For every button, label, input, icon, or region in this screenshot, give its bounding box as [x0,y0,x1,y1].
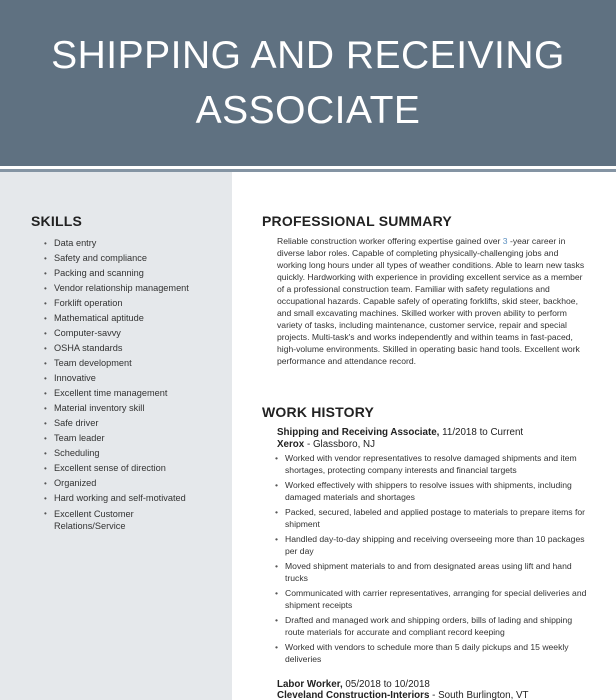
job-1-start: 11/2018 [439,427,477,438]
job-1-title: Shipping and Receiving Associate, [277,427,440,438]
summary-text-start: Reliable construction worker offering expertise gained over [277,236,503,246]
skill-item: • Material inventory skill [44,401,214,416]
title-line-2: ASSOCIATE [195,89,421,132]
job-1-header [277,427,523,438]
skill-item: • Hard working and self-motivated [44,491,214,506]
resume-title [0,28,616,138]
job-1-bullet: • Drafted and managed work and shipping orders, bills of lading and shipping route materials for accurate and compliant record keeping [273,615,589,638]
skills-heading: SKILLS [31,213,82,229]
job-1-bullet: • Moved shipment materials to and from designated areas using lift and hand trucks [273,561,589,584]
skill-item [44,508,214,532]
skills-list [44,236,214,532]
job-1-bullet: • Handled day-to-day shipping and receiving overseeing more than 10 packages per day [273,534,589,557]
skill-item: • Excellent time management [44,386,214,401]
job-2-header [277,679,430,690]
job-1-company: Xerox [277,439,305,450]
job-2-title: Labor Worker, [277,679,343,690]
skill-item: • Computer-savvy [44,326,214,341]
job-1-bullet: • Worked with vendors to schedule more than 5 daily pickups and 15 weekly deliveries [273,642,589,665]
skill-item: • Mathematical aptitude [44,311,214,326]
summary-text [277,235,587,367]
job-1-location: - Glassboro, NJ [304,439,376,450]
summary-heading: PROFESSIONAL SUMMARY [262,213,452,229]
skill-item: • Safe driver [44,416,214,431]
job-2-start: 05/2018 [342,679,381,690]
skill-item: • Team development [44,356,214,371]
skill-item: • Innovative [44,371,214,386]
summary-years: 3 [502,236,508,246]
skill-item: • Safety and compliance [44,251,214,266]
skill-item: • Team leader [44,431,214,446]
skill-item: • Forklift operation [44,296,214,311]
job-1-bullet: • Worked with vendor representatives to resolve damaged shipments and item shortages, protecting company interests and financial targets [273,453,589,476]
job-2-location: - South Burlington, VT [429,690,529,700]
job-1-bullets [273,453,589,669]
job-2-end: 10/2018 [394,679,430,690]
title-line-1: SHIPPING AND RECEIVING [51,34,565,77]
skill-item-line-1: Excellent Customer [54,509,134,519]
skill-item: • Scheduling [44,446,214,461]
job-1-company-line [277,439,375,450]
work-history-heading: WORK HISTORY [262,404,375,420]
summary-text-end: -year career in diverse labor roles. Capable of completing physically-challenging jobs and working long hours under all types of weather conditions. Able to learn new tasks quickly. Hardworking with experience in providing excellent service as a member of a professional construction team. Familiar with safety regulations and occupational hazards. Capable safely of operating forklifts, skid steer, backhoe, and small excavating machines. Skilled worker with proven ability to perform variety of tasks, including maintenance, customer service, repair and special projects. Multi-task's and works independently and within teams in fast-paced, high-volume environments. Skilled in operating basic hand tools. Excellent work performance and attendance record. [277,236,585,366]
skill-item: • Packing and scanning [44,266,214,281]
job-1-bullet: • Worked effectively with shippers to resolve issues with shipments, including damaged materials and shortages [273,480,589,503]
job-2-company-line [277,690,529,700]
skill-item: • Vendor relationship management [44,281,214,296]
skill-item: • Excellent sense of direction [44,461,214,476]
skill-item: • OSHA standards [44,341,214,356]
skill-item: • Data entry [44,236,214,251]
job-1-to: to [476,427,491,438]
job-1-end: Current [490,427,524,438]
job-2-to: to [380,679,395,690]
job-2-company: Cleveland Construction-Interiors [277,690,430,700]
skill-item: • Organized [44,476,214,491]
skill-item-line-2: Relations/Service [54,521,126,531]
job-1-bullet: • Packed, secured, labeled and applied postage to materials to prepare items for shipment [273,507,589,530]
job-1-bullet: • Communicated with carrier representatives, arranging for special deliveries and shipment receipts [273,588,589,611]
